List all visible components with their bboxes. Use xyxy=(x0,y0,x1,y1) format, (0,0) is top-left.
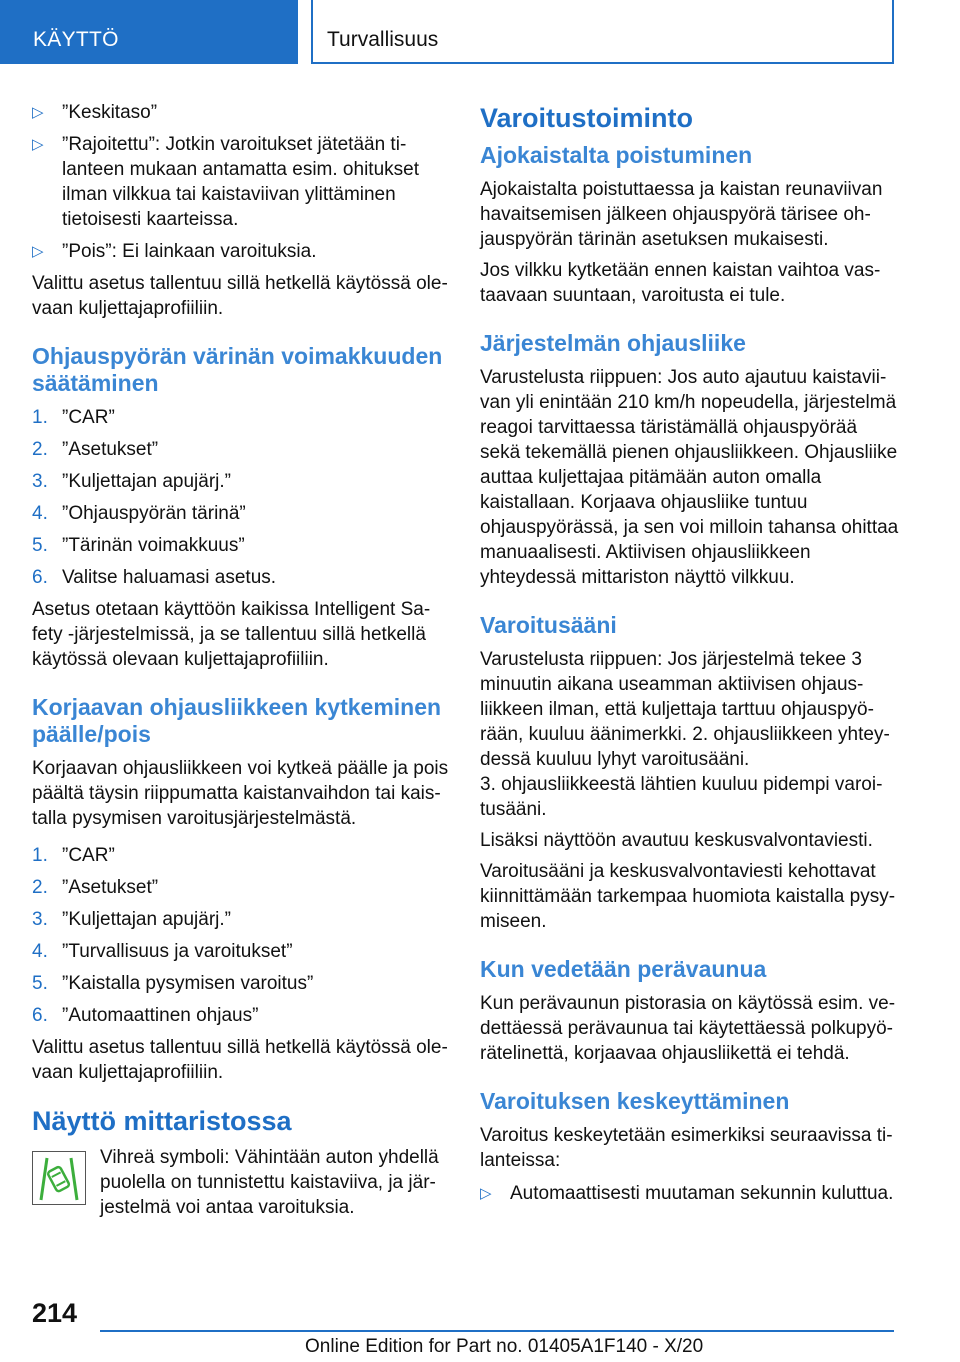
heading-display: Näyttö mittaristossa xyxy=(32,1106,292,1136)
step-number: 5. xyxy=(32,973,48,994)
heading-warning: Varoitustoiminto xyxy=(480,103,694,133)
steps-correcting xyxy=(32,843,452,1028)
paragraph: Kun perävaunun pistorasia on käytössä esim. vedettäessä perävaunua tai käytettäessä polkupyörätelinettä, korjaavaa ohjausliikettä ei tehdä. xyxy=(480,993,896,1064)
heading-leaving: Ajokaistalta poistuminen xyxy=(480,142,753,168)
list-item: 4. ”Ohjauspyörän tärinä” xyxy=(32,503,246,524)
chapter-tab xyxy=(0,0,298,64)
list-item: 1. ”CAR” xyxy=(32,407,115,428)
triangle-right-icon: ▷ xyxy=(32,104,44,121)
heading-vibration: Ohjauspyörän värinän voimakkuuden säätäminen xyxy=(32,343,443,396)
section-title: Turvallisuus xyxy=(327,28,439,51)
paragraph: Varustelusta riippuen: Jos auto ajautuu kaistaviivan yli enintään 210 km/h nopeudella, järjestelmä reagoi tarvittaessa täristämällä ohjauspyörää sekä tekemällä pienen ohjausliikkeen. Ohjausliike auttaa kuljettajaa pitämään auton omalla kaistallaan. Korjaava ohjausliike tuntuu ohjauspyörässä, ja sen voi milloin tahansa ohittaa manuaalisesti. Aktiivisen ohjausliikkeen yhteydessä mittariston näyttö vilkkuu. xyxy=(480,367,899,588)
step-number: 4. xyxy=(32,941,48,962)
list-item: 2. ”Asetukset” xyxy=(32,439,159,460)
triangle-right-icon: ▷ xyxy=(32,243,44,260)
footer-divider xyxy=(100,1330,894,1332)
section-header xyxy=(311,0,894,64)
list-item: ▷ ”Keskitaso” xyxy=(32,102,158,123)
triangle-right-icon: ▷ xyxy=(480,1185,492,1202)
page-number: 214 xyxy=(32,1298,78,1328)
step-number: 2. xyxy=(32,439,48,460)
step-number: 6. xyxy=(32,1005,48,1026)
chapter-label: KÄYTTÖ xyxy=(33,28,119,51)
step-number: 1. xyxy=(32,845,48,866)
heading-trailer: Kun vedetään perävaunua xyxy=(480,956,767,982)
list-item: ▷ ”Pois”: Ei lainkaan varoituksia. xyxy=(32,241,317,262)
left-column xyxy=(32,100,452,1226)
paragraph: Asetus otetaan käyttöön kaikissa Intelligent Safety -järjestelmissä, ja se tallentuu sillä hetkellä käytössä olevaan kuljettajaprofiiliin. xyxy=(32,599,431,670)
list-item: 4. ”Turvallisuus ja varoitukset” xyxy=(32,941,293,962)
symbol-description xyxy=(32,1145,452,1220)
steps-vibration xyxy=(32,405,452,590)
symbol-text: Vihreä symboli: Vähintään auton yhdellä puolella on tunnistettu kaistaviiva, ja järjestelmä voi antaa varoituksia. xyxy=(100,1147,439,1218)
heading-steering: Järjestelmän ohjausliike xyxy=(480,330,746,356)
list-item: ▷ Automaattisesti muutaman sekunnin kuluttua. xyxy=(480,1183,894,1204)
heading-interrupt: Varoituksen keskeyttäminen xyxy=(480,1088,790,1114)
heading-sound: Varoitusääni xyxy=(480,612,617,638)
heading-correcting: Korjaavan ohjausliikkeen kytkeminen päälle/pois xyxy=(32,694,442,747)
triangle-right-icon: ▷ xyxy=(32,136,44,153)
list-item: 5. ”Tärinän voimakkuus” xyxy=(32,535,245,556)
paragraph: Varustelusta riippuen: Jos järjestelmä tekee 3 minuutin aikana useamman aktiivisen ohjausliikkeen ilman, että kuljettaja tarttuu ohjauspyörään, kuuluu äänimerkki. 2. ohjausliikkeen yhteydessä kuuluu lyhyt varoitusääni. xyxy=(480,649,890,770)
paragraph: Valittu asetus tallentuu sillä hetkellä käytössä olevaan kuljettajaprofiiliin. xyxy=(32,273,448,319)
paragraph: Valittu asetus tallentuu sillä hetkellä käytössä olevaan kuljettajaprofiiliin. xyxy=(32,1037,448,1083)
step-number: 2. xyxy=(32,877,48,898)
right-column xyxy=(480,100,900,1213)
footer-edition: Online Edition for Part no. 01405A1F140 - X/20 xyxy=(305,1336,704,1357)
step-number: 3. xyxy=(32,909,48,930)
list-item: 3. ”Kuljettajan apujärj.” xyxy=(32,471,231,492)
step-number: 6. xyxy=(32,567,48,588)
paragraph: Varoitus keskeytetään esimerkiksi seuraavissa tilanteissa: xyxy=(480,1125,893,1171)
paragraph: Varoitusääni ja keskusvalvontaviesti kehottavat kiinnittämään tarkempaa huomiota kaistalla pysymiseen. xyxy=(480,861,896,932)
list-item: 3. ”Kuljettajan apujärj.” xyxy=(32,909,231,930)
list-item: ▷ ”Rajoitettu”: Jotkin varoitukset jätetään tilanteen mukaan antamatta esim. ohitukset ilman vilkkua tai kaistaviivan ylittäminen tietoisesti kaarteissa. xyxy=(32,134,419,230)
list-item: 2. ”Asetukset” xyxy=(32,877,159,898)
step-number: 4. xyxy=(32,503,48,524)
interrupt-list xyxy=(480,1181,900,1206)
step-number: 3. xyxy=(32,471,48,492)
step-number: 5. xyxy=(32,535,48,556)
paragraph: Jos vilkku kytketään ennen kaistan vaihtoa vastaavaan suuntaan, varoitusta ei tule. xyxy=(480,260,881,306)
option-list xyxy=(32,100,452,264)
list-item: 5. ”Kaistalla pysymisen varoitus” xyxy=(32,973,314,994)
paragraph: Ajokaistalta poistuttaessa ja kaistan reunaviivan havaitsemisen jälkeen ohjauspyörä tärisee ohjauspyörän tärinän asetuksen mukaisesti. xyxy=(480,179,883,250)
paragraph: Lisäksi näyttöön avautuu keskusvalvontaviesti. xyxy=(480,830,873,851)
lane-assist-icon xyxy=(32,1151,86,1205)
list-item: 1. ”CAR” xyxy=(32,845,115,866)
paragraph: 3. ohjausliikkeestä lähtien kuuluu pidempi varoitusääni. xyxy=(480,774,883,820)
list-item: 6. ”Automaattinen ohjaus” xyxy=(32,1005,259,1026)
list-item: 6. Valitse haluamasi asetus. xyxy=(32,567,277,588)
paragraph: Korjaavan ohjausliikkeen voi kytkeä päälle ja pois päältä täysin riippumatta kaistanvaihdon tai kaistalla pysymisen varoitusjärjestelmästä. xyxy=(32,758,449,829)
step-number: 1. xyxy=(32,407,48,428)
